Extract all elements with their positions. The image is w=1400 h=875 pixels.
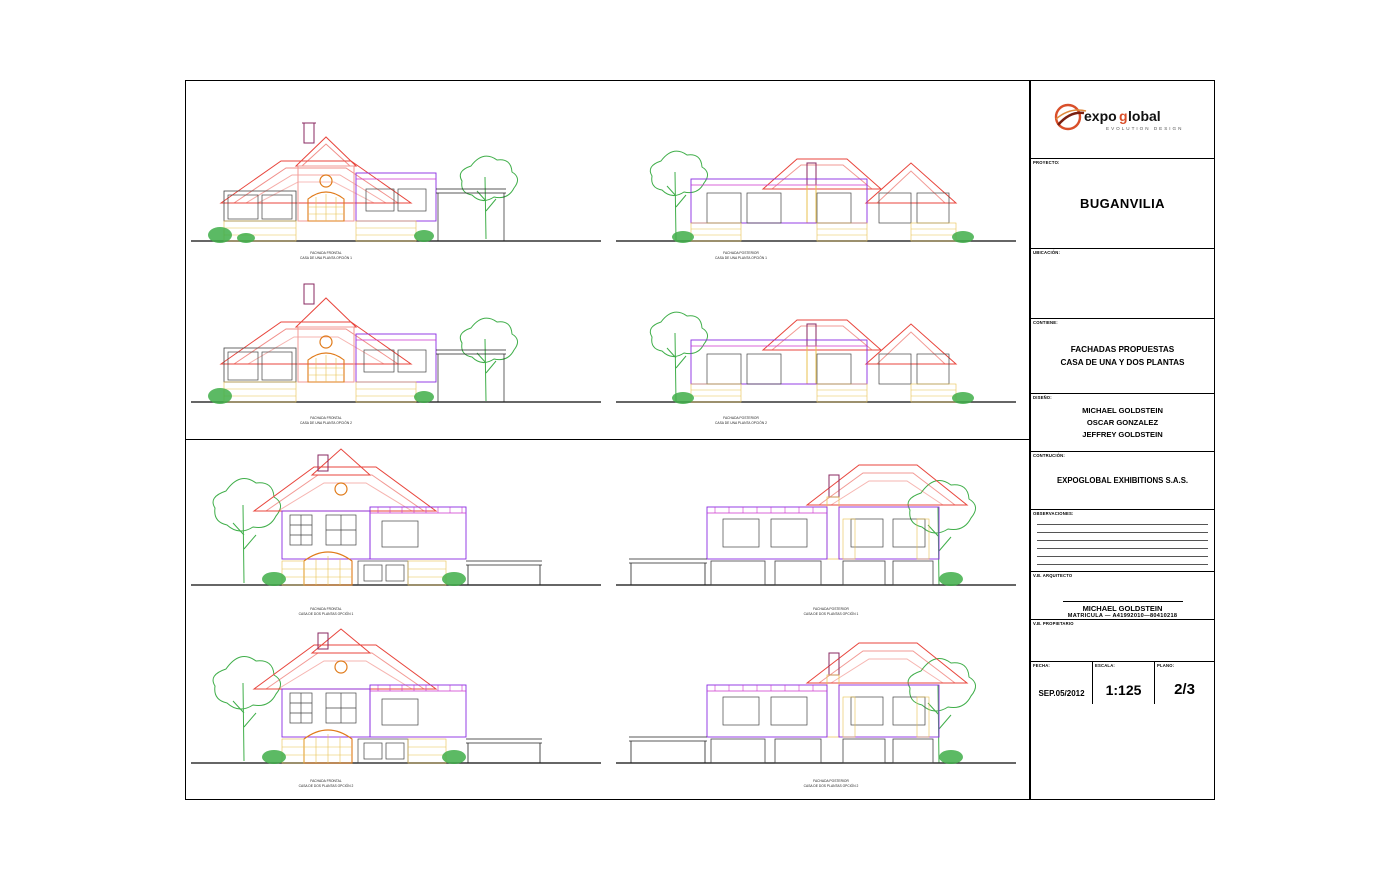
- observaciones-lines[interactable]: [1037, 524, 1208, 565]
- vb-arquitecto-name: MICHAEL GOLDSTEIN: [1082, 604, 1163, 613]
- elevation-e6: [611, 449, 1021, 619]
- elevation-e3: [186, 276, 606, 426]
- drawings-panel: [185, 80, 1030, 800]
- expoglobal-logo: [1048, 103, 1198, 137]
- field-construccion: [1031, 452, 1214, 510]
- sheet-divider: [186, 439, 1031, 440]
- escala-value: 1:125: [1105, 682, 1142, 698]
- fecha-value: SEP.05/2012: [1038, 689, 1085, 698]
- svg-text:expo: expo: [1083, 107, 1117, 124]
- field-plano: [1155, 662, 1214, 704]
- diseno-name-1: MICHAEL GOLDSTEIN: [1082, 405, 1163, 415]
- vb-arquitecto-label: V.B. ARQUITECTO: [1033, 573, 1073, 578]
- field-fecha: [1031, 662, 1093, 704]
- svg-text:g: g: [1118, 107, 1128, 124]
- proyecto-value: BUGANVILIA: [1080, 196, 1165, 211]
- elevation-e4: [611, 276, 1021, 426]
- observaciones-label: OBSERVACIONES:: [1033, 511, 1074, 516]
- plano-value: 2/3: [1174, 681, 1195, 698]
- contiene-label: CONTIENE:: [1033, 320, 1058, 325]
- diseno-name-3: JEFFREY GOLDSTEIN: [1082, 429, 1163, 439]
- svg-text:lobal: lobal: [1127, 107, 1161, 124]
- construccion-value: EXPOGLOBAL EXHIBITIONS S.A.S.: [1056, 476, 1189, 485]
- elevation-caption: FACHADA POSTERIOR CASA DE DOS PLANTAS OPCIÓN 2: [803, 779, 859, 788]
- title-block: [1030, 80, 1215, 800]
- elevation-caption: FACHADA POSTERIOR CASA DE UNA PLANTA OPCIÓN 2: [715, 416, 767, 425]
- elevation-e2: [611, 111, 1021, 261]
- diseno-name-2: OSCAR GONZALEZ: [1086, 417, 1159, 427]
- title-block-footer: [1031, 662, 1214, 704]
- field-vb-arquitecto: [1031, 572, 1214, 620]
- elevation-e5: [186, 449, 606, 619]
- elevation-caption: FACHADA FRONTAL CASA DE UNA PLANTA OPCIÓN 2: [300, 416, 352, 425]
- elevation-e1: [186, 111, 606, 261]
- field-escala: [1093, 662, 1155, 704]
- fecha-label: FECHA:: [1033, 663, 1051, 668]
- field-vb-propietario: [1031, 620, 1214, 662]
- field-contiene: [1031, 319, 1214, 394]
- plano-label: PLANO:: [1157, 663, 1175, 668]
- elevation-e8: [611, 631, 1021, 791]
- field-diseno: [1031, 394, 1214, 452]
- field-proyecto: [1031, 159, 1214, 249]
- drawing-sheet: [185, 80, 1215, 800]
- svg-text:EVOLUTION DESIGN: EVOLUTION DESIGN: [1105, 125, 1183, 131]
- proyecto-label: PROYECTO:: [1033, 160, 1060, 165]
- ubicacion-label: UBICACIÓN:: [1033, 250, 1061, 255]
- field-ubicacion: [1031, 249, 1214, 319]
- elevation-caption: FACHADA POSTERIOR CASA DE UNA PLANTA OPCIÓN 1: [715, 251, 767, 260]
- elevation-caption: FACHADA FRONTAL CASA DE UNA PLANTA OPCIÓN 1: [300, 251, 352, 260]
- elevation-caption: FACHADA FRONTAL CASA DE DOS PLANTAS OPCIÓN 1: [298, 607, 354, 616]
- elevation-caption: FACHADA FRONTAL CASA DE DOS PLANTAS OPCIÓN 2: [298, 779, 354, 788]
- contiene-line-1: FACHADAS PROPUESTAS: [1070, 345, 1175, 354]
- vb-propietario-label: V.B. PROPIETARIO: [1033, 621, 1074, 626]
- escala-label: ESCALA:: [1095, 663, 1116, 668]
- logo-box: [1031, 81, 1214, 159]
- construccion-label: CONTRUCIÓN:: [1033, 453, 1065, 458]
- signature-line: [1063, 601, 1183, 602]
- diseno-label: DISEÑO:: [1033, 395, 1052, 400]
- elevation-caption: FACHADA POSTERIOR CASA DE DOS PLANTAS OPCIÓN 1: [803, 607, 859, 616]
- contiene-line-2: CASA DE UNA Y DOS PLANTAS: [1060, 358, 1185, 367]
- elevation-e7: [186, 631, 606, 791]
- vb-arquitecto-matricula: MATRICULA — A41992010—80410218: [1067, 613, 1178, 619]
- field-observaciones: [1031, 510, 1214, 572]
